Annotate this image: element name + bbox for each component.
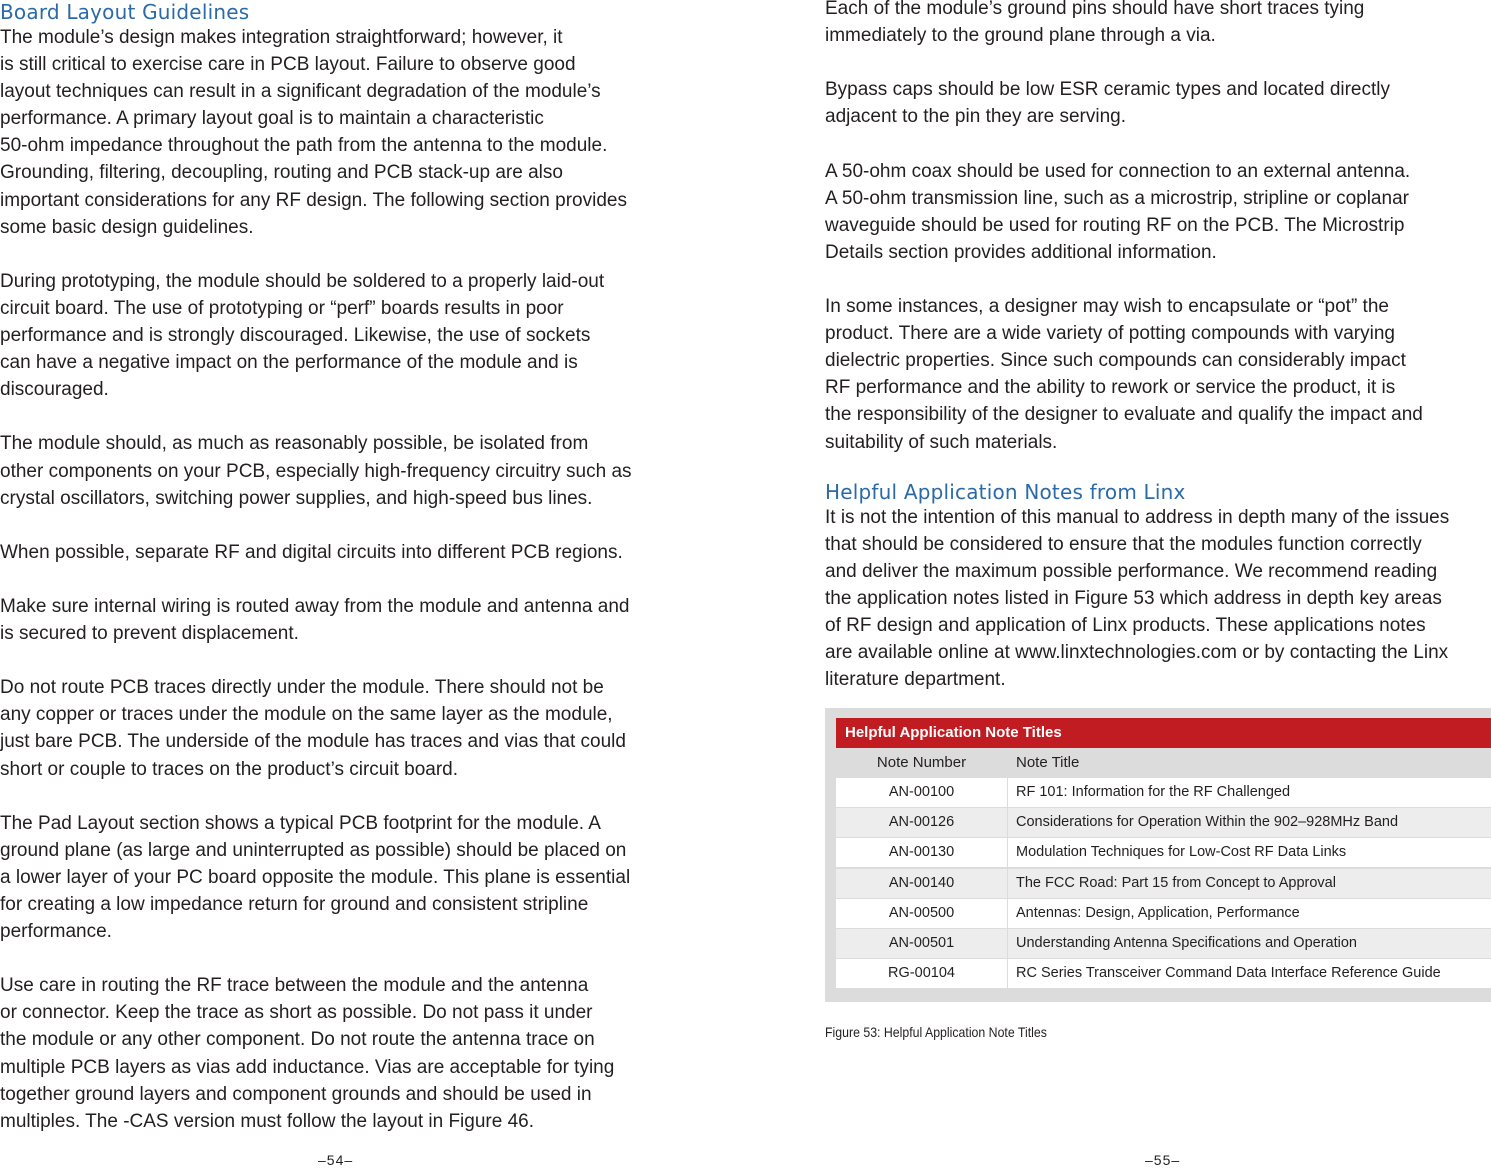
paragraph: The module should, as much as reasonably possible, be isolated from other components on your PCB, especially high-frequency circuitry such as crystal oscillators, switching power supplies, and high-speed bus lines. — [0, 433, 632, 509]
app-notes-table — [836, 718, 1491, 989]
paragraph: Do not route PCB traces directly under the module. There should not be any copper or traces under the module on the same layer as the module, just bare PCB. The underside of the module has traces and vias that could short or couple to traces on the product’s circuit board. — [0, 677, 626, 780]
table-row — [836, 899, 1491, 928]
paragraph: Make sure internal wiring is routed away from the module and antenna and is secured to prevent displacement. — [0, 595, 630, 645]
note-number-cell: AN-00100 — [836, 778, 1007, 807]
paragraph: When possible, separate RF and digital circuits into different PCB regions. — [0, 541, 623, 563]
note-title-cell: RC Series Transceiver Command Data Interface Reference Guide — [1008, 959, 1491, 988]
column-header-title: Note Title — [1016, 754, 1080, 771]
table-row — [836, 929, 1491, 958]
left-page — [0, 0, 680, 1135]
note-title-cell: Understanding Antenna Specifications and Operation — [1008, 929, 1491, 958]
note-number-cell: RG-00104 — [836, 959, 1007, 988]
app-notes-paragraph: It is not the intention of this manual to address in depth many of the issues that should be considered to ensure that the modules function correctly and deliver the maximum possible performance. We recommend reading the application notes listed in Figure 53 which address in depth key areas of RF design and application of Linx products. These applications notes are available online at www.linxtechnologies.com or by contacting the Linx literature department. — [825, 506, 1450, 691]
page-number-left: –54– — [318, 1152, 354, 1168]
table-row — [836, 778, 1491, 807]
note-title-cell: The FCC Road: Part 15 from Concept to Approval — [1008, 869, 1491, 898]
paragraph: A 50-ohm coax should be used for connection to an external antenna. A 50-ohm transmission line, such as a microstrip, stripline or coplanar waveguide should be used for routing RF on the PCB. The Microstrip Details section provides additional information. — [825, 160, 1411, 263]
board-layout-heading: Board Layout Guidelines — [0, 0, 250, 24]
app-notes-table-panel — [825, 708, 1491, 1002]
note-title-cell: Considerations for Operation Within the 902–928MHz Band — [1008, 808, 1491, 837]
note-title-cell: Modulation Techniques for Low-Cost RF Data Links — [1008, 838, 1491, 867]
table-row — [836, 959, 1491, 988]
left-body — [0, 24, 680, 1135]
table-row — [836, 838, 1491, 867]
note-number-cell: AN-00500 — [836, 899, 1007, 928]
note-number-cell: AN-00130 — [836, 838, 1007, 867]
paragraph: The module’s design makes integration straightforward; however, it is still critical to exercise care in PCB layout. Failure to observe good layout techniques can result in a significant degradation of the module’s performance. A primary layout goal is to maintain a characteristic 50-ohm impedance throughout the path from the antenna to the module. Grounding, filtering, decoupling, routing and PCB stack-up are also important considerations for any RF design. The following section provides some basic design guidelines. — [0, 27, 627, 238]
right-body-top — [825, 0, 1491, 456]
column-header-number: Note Number — [876, 754, 967, 771]
note-number-cell: AN-00501 — [836, 929, 1007, 958]
paragraph: Bypass caps should be low ESR ceramic types and located directly adjacent to the pin they are serving. — [825, 79, 1390, 128]
paragraph: In some instances, a designer may wish to encapsulate or “pot” the product. There are a wide variety of potting compounds with varying dielectric properties. Since such compounds can considerably impact RF performance and the ability to rework or service the product, it is the responsibility of the designer to evaluate and qualify the impact and suitability of such materials. — [825, 296, 1423, 453]
note-title-cell: RF 101: Information for the RF Challenged — [1008, 778, 1491, 807]
app-notes-heading: Helpful Application Notes from Linx — [825, 479, 1186, 504]
note-title-cell: Antennas: Design, Application, Performance — [1008, 899, 1491, 928]
paragraph: Each of the module’s ground pins should have short traces tying immediately to the ground plane through a via. — [825, 0, 1365, 47]
table-title: Helpful Application Note Titles — [836, 718, 1491, 748]
paragraph: During prototyping, the module should be soldered to a properly laid-out circuit board. The use of prototyping or “perf” boards results in poor performance and is strongly discouraged. Likewise, the use of sockets can have a negative impact on the performance of the module and is discouraged. — [0, 270, 605, 401]
table-row — [836, 808, 1491, 837]
right-page — [825, 0, 1491, 693]
note-number-cell: AN-00126 — [836, 808, 1007, 837]
table-header-row — [836, 748, 1491, 778]
figure-caption: Figure 53: Helpful Application Note Titles — [825, 1024, 1047, 1040]
paragraph: The Pad Layout section shows a typical PCB footprint for the module. A ground plane (as large and uninterrupted as possible) should be placed on a lower layer of your PC board opposite the module. This plane is essential for creating a low impedance return for ground and consistent stripline performance. — [0, 812, 631, 943]
table-row — [836, 869, 1491, 898]
paragraph: Use care in routing the RF trace between the module and the antenna or connector. Keep the trace as short as possible. Do not pass it under the module or any other component. Do not route the antenna trace on multiple PCB layers as vias add inductance. Vias are acceptable for tying together ground layers and component grounds and should be used in multiples. The -CAS version must follow the layout in Figure 46. — [0, 975, 615, 1132]
page-number-right: –55– — [1145, 1152, 1181, 1168]
note-number-cell: AN-00140 — [836, 869, 1007, 898]
